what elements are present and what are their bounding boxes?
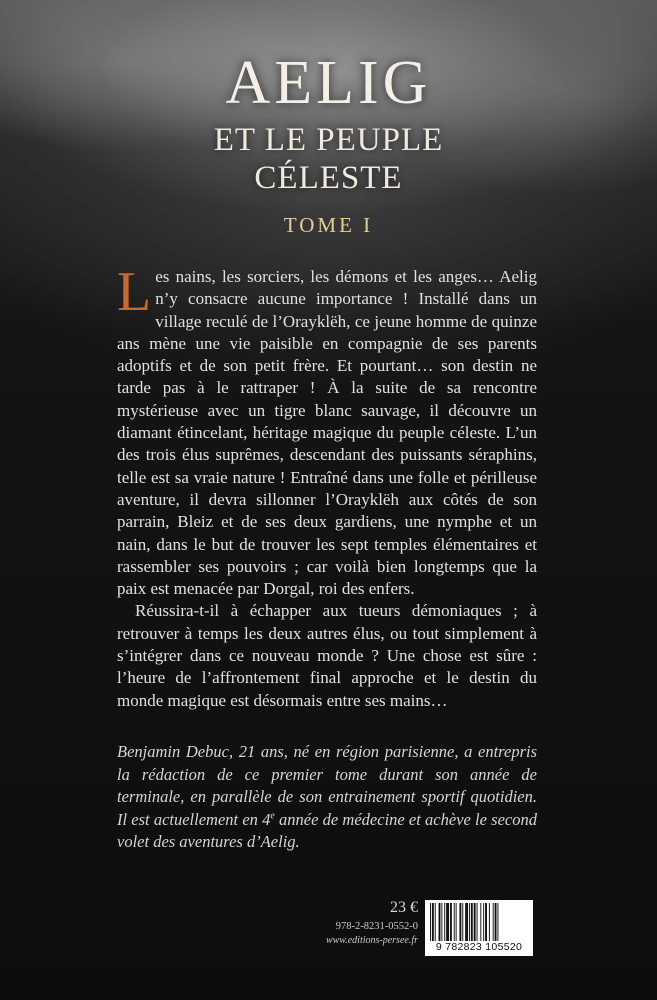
barcode-bar [441, 903, 442, 941]
barcode-bar [430, 903, 431, 941]
barcode-bar [497, 903, 498, 941]
barcode [425, 900, 533, 956]
barcode-bar [459, 903, 461, 941]
book-title: AELIG [225, 49, 432, 117]
isbn: 978-2-8231-0552-0 [335, 921, 418, 932]
barcode-bar [485, 903, 487, 941]
barcode-bar [477, 903, 478, 941]
barcode-bar [462, 903, 463, 941]
drop-cap: L [117, 261, 152, 323]
price: 23 € [390, 899, 418, 916]
barcode-bar [456, 903, 457, 941]
barcode-bar [454, 903, 455, 941]
synopsis [117, 261, 537, 712]
barcode-bar [432, 903, 434, 941]
barcode-bar [495, 903, 497, 941]
synopsis-paragraph-2: Réussira-t-il à échapper aux tueurs démoniaques ; à retrouver à temps les deux autres élus, ou tout simplement à s’intégrer dans ce nouveau monde ? Une chose est sûre : l’heure de l’affrontement final approche et le destin du monde magique est désormais entre ses mains… [117, 601, 537, 710]
barcode-bar [474, 903, 476, 941]
synopsis-paragraph-1-text: es nains, les sorciers, les démons et les anges… Aelig n’y consacre aucune importance ! Installé dans un village reculé de l’Orayklëh, ce jeune homme de quinze ans mène une vie paisible en compagnie de ses parents adoptifs et de son petit frère. Et pourtant… son destin ne tarde pas à le rattraper ! À la suite de sa rencontre mystérieuse avec un tigre blanc sauvage, il découvre un diamant étincelant, héritage magique du peuple céleste. L’un des trois élus suprêmes, descendant des puissants séraphins, telle est sa vraie nature ! Entraîné dans une folle et périlleuse aventure, il devra sillonner l’Orayklëh aux côtés de son parrain, Bleiz et de ses deux gardiens, une nymphe et un nain, dans le but de trouver les sept temples élémentaires et rassembler ses pouvoirs ; car voilà bien longtemps que la paix est menacée par Dorgal, roi des enfers. [117, 267, 537, 599]
author-bio-ordinal: e [270, 810, 275, 821]
barcode-bar [444, 903, 445, 941]
author-bio-text-a: Benjamin Debuc, 21 ans, né en région parisienne, a entrepris la rédaction de ce premier tome durant son année de terminale, en parallèle de son entrainement sportif quotidien. Il est actuellement en 4 [117, 742, 537, 829]
barcode-bar [450, 903, 452, 941]
barcode-digits: 9 782823 105520 [435, 941, 523, 953]
book-subtitle-line2: CÉLESTE [254, 160, 403, 196]
synopsis-paragraph-1 [117, 261, 537, 600]
book-subtitle-line1: ET LE PEUPLE [213, 122, 444, 158]
barcode-bar [471, 903, 473, 941]
barcode-bar [435, 903, 436, 941]
author-bio-text-b: année de médecine et achève le second volet des aventures d’Aelig. [117, 809, 537, 851]
author-bio [117, 741, 537, 854]
barcode-bar [465, 903, 468, 941]
barcode-bar [489, 903, 490, 941]
barcode-bars [429, 903, 529, 941]
publisher-website: www.editions-persee.fr [325, 935, 418, 946]
barcode-bar [446, 903, 449, 941]
barcode-bar [439, 903, 441, 941]
barcode-bar [469, 903, 470, 941]
barcode-bar [493, 903, 494, 941]
barcode-bar [480, 903, 481, 941]
barcode-bar [483, 903, 484, 941]
volume-label: TOME I [283, 213, 374, 237]
